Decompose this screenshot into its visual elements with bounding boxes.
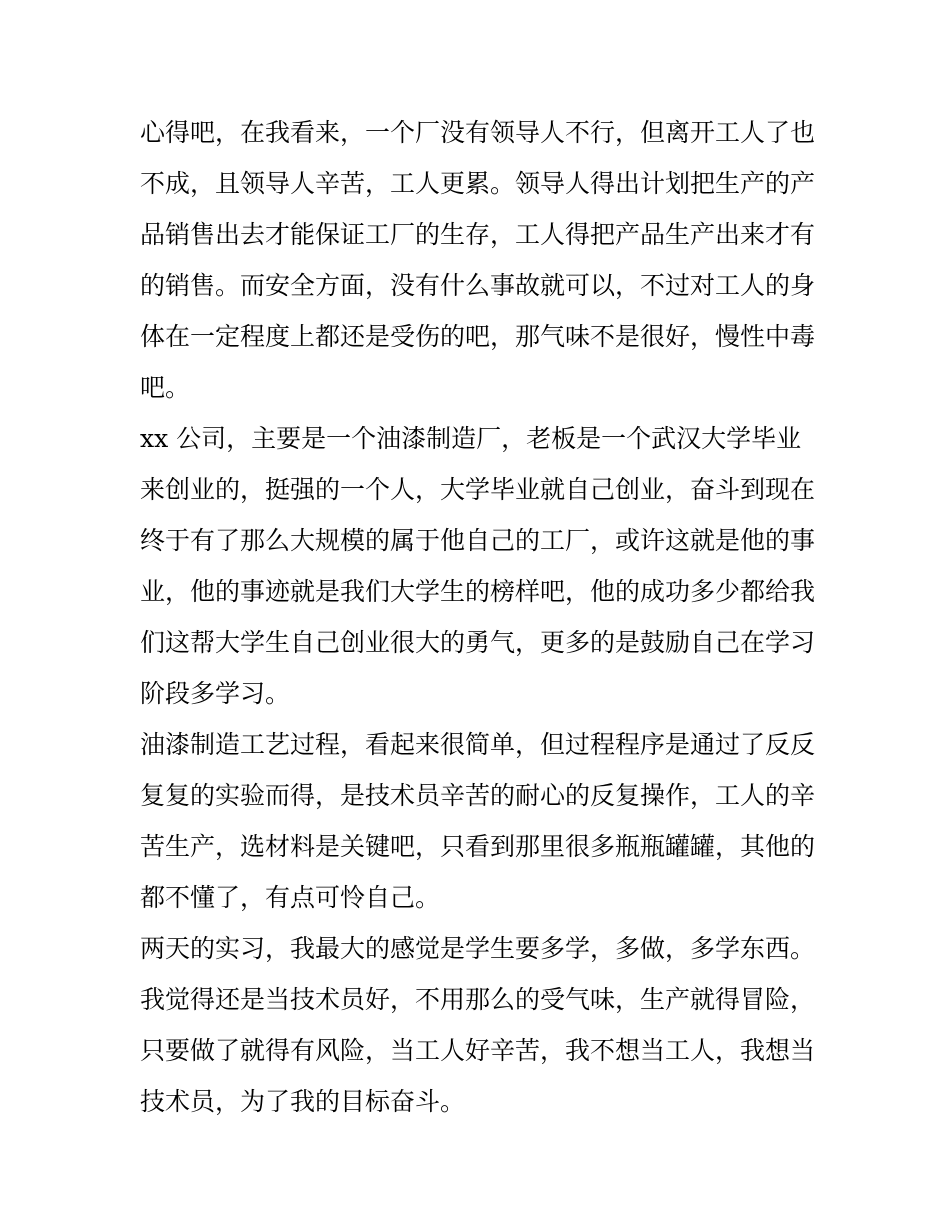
- text-line: 吧。: [140, 373, 191, 402]
- text-line: 技术员，为了我的目标奋斗。: [140, 1087, 466, 1116]
- text-line: 苦生产，选材料是关键吧，只看到那里很多瓶瓶罐罐，其他的: [140, 832, 816, 861]
- text-line: 来创业的，挺强的一个人，大学毕业就自己创业，奋斗到现在: [140, 475, 816, 504]
- text-line: 阶段多学习。: [140, 679, 291, 708]
- text-line: 终于有了那么大规模的属于他自己的工厂，或许这就是他的事: [140, 526, 816, 555]
- text-line: 体在一定程度上都还是受伤的吧，那气味不是很好，慢性中毒: [140, 322, 816, 351]
- text-line: 油漆制造工艺过程，看起来很简单，但过程程序是通过了反反: [140, 730, 816, 759]
- text-line: 品销售出去才能保证工厂的生存，工人得把产品生产出来才有: [140, 220, 816, 249]
- text-line: 不成，且领导人辛苦，工人更累。领导人得出计划把生产的产: [140, 169, 816, 198]
- text-line: xx 公司，主要是一个油漆制造厂，老板是一个武汉大学毕业: [140, 424, 802, 453]
- document-body: [140, 107, 815, 1127]
- text-line: 两天的实习，我最大的感觉是学生要多学，多做，多学东西。: [140, 934, 816, 963]
- text-line: 只要做了就得有风险，当工人好辛苦，我不想当工人，我想当: [140, 1036, 816, 1065]
- text-line: 心得吧，在我看来，一个厂没有领导人不行，但离开工人了也: [140, 118, 816, 147]
- text-line: 复复的实验而得，是技术员辛苦的耐心的反复操作，工人的辛: [140, 781, 816, 810]
- text-line: 的销售。而安全方面，没有什么事故就可以，不过对工人的身: [140, 271, 816, 300]
- text-line: 都不懂了，有点可怜自己。: [140, 883, 441, 912]
- text-line: 业，他的事迹就是我们大学生的榜样吧，他的成功多少都给我: [140, 577, 816, 606]
- text-line: 我觉得还是当技术员好，不用那么的受气味，生产就得冒险，: [140, 985, 816, 1014]
- text-line: 们这帮大学生自己创业很大的勇气，更多的是鼓励自己在学习: [140, 628, 816, 657]
